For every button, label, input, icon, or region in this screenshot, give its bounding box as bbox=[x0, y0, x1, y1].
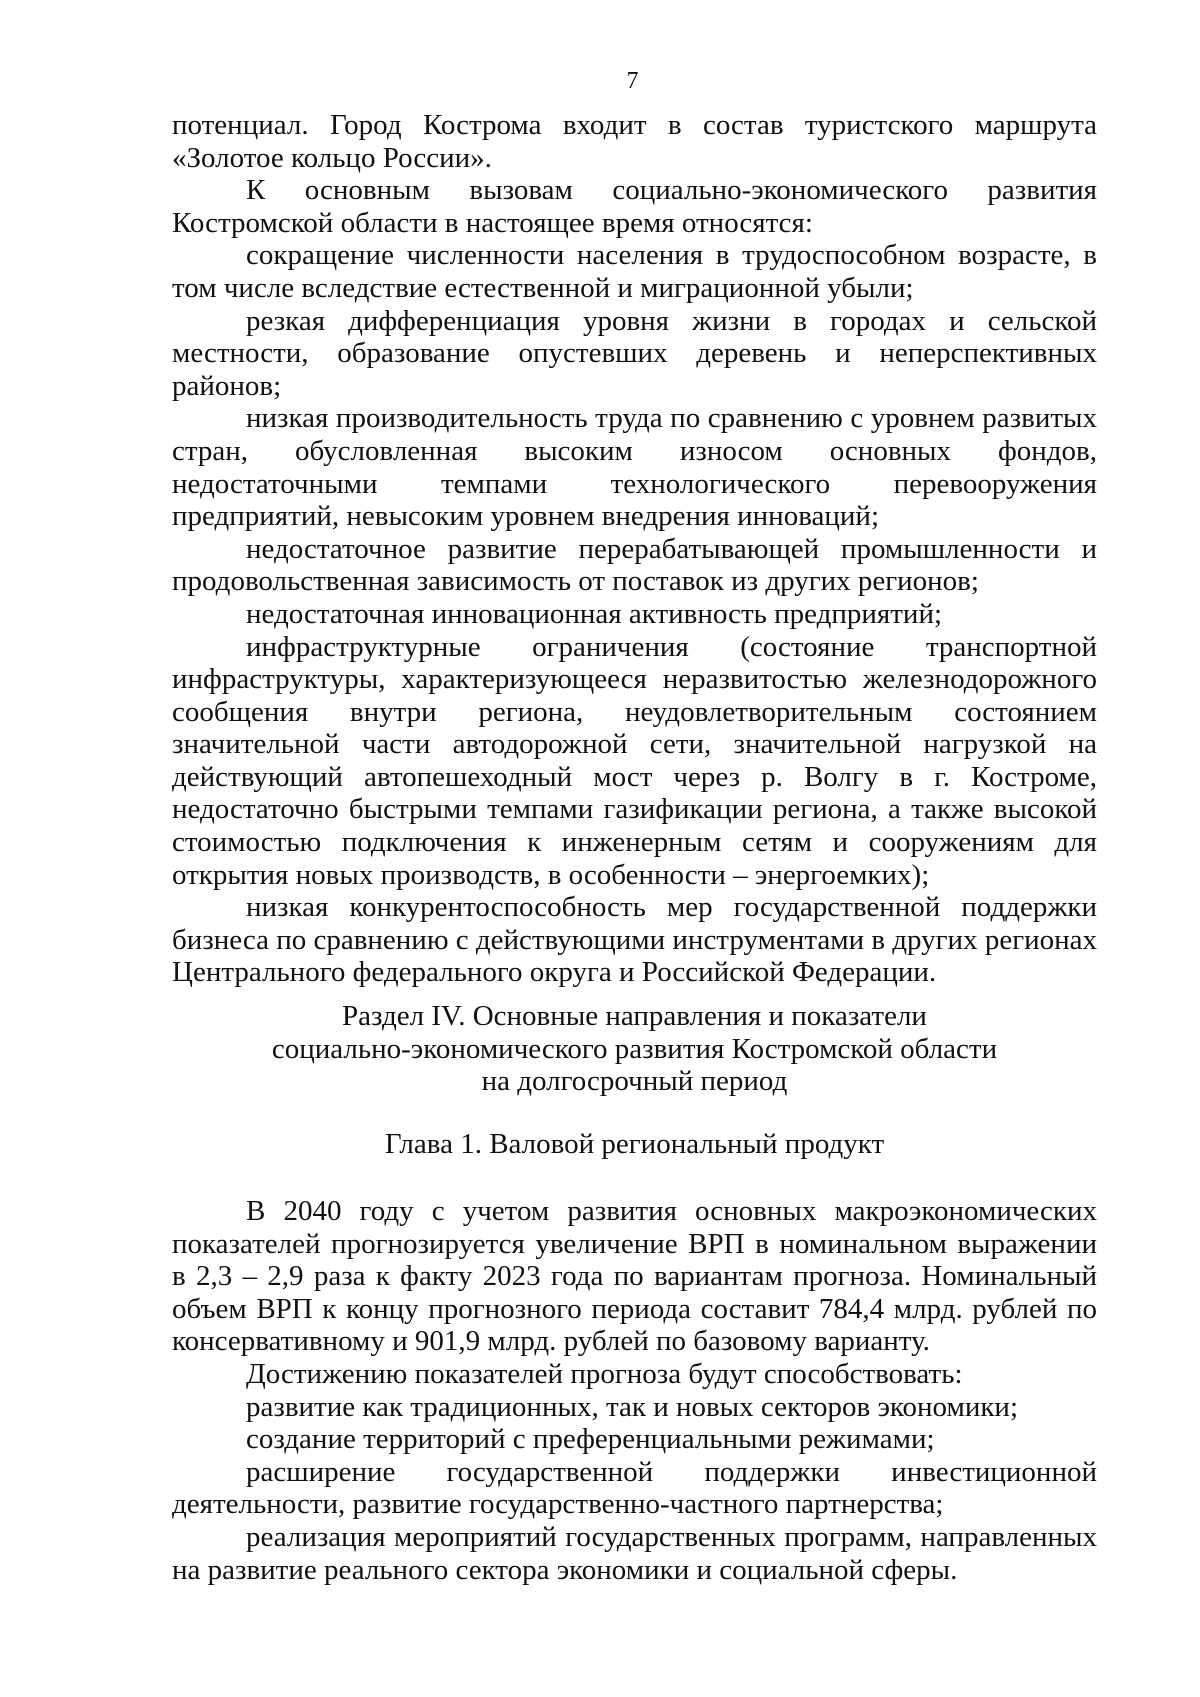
list-item: развитие как традиционных, так и новых секторов экономики; bbox=[246, 1390, 1019, 1423]
list-item: низкая производительность труда по сравнению с уровнем развитых стран, обусловленная высоким износом основных фондов, недостаточными темпами технологического перевооружения предприятий, невысоким уровнем внедрения инноваций; bbox=[172, 402, 1097, 533]
paragraph: К основным вызовам социально-экономического развития Костромской области в настоящее время относятся: bbox=[172, 174, 1097, 239]
page-number: 7 bbox=[626, 68, 639, 94]
list-item: создание территорий с преференциальными режимами; bbox=[246, 1423, 935, 1456]
section-heading-line: социально-экономического развития Костромской области bbox=[271, 1032, 998, 1065]
challenges-section bbox=[172, 109, 1097, 989]
grp-section bbox=[172, 1195, 1097, 1586]
section-heading bbox=[172, 1000, 1097, 1098]
list-item: резкая дифференциация уровня жизни в городах и сельской местности, образование опустевших деревень и неперспективных районов; bbox=[172, 304, 1097, 402]
list-item: недостаточная инновационная активность предприятий; bbox=[246, 597, 943, 630]
paragraph: потенциал. Город Кострома входит в состав туристского маршрута «Золотое кольцо России». bbox=[172, 109, 1097, 174]
list-item: сокращение численности населения в трудоспособном возрасте, в том числе вследствие естественной и миграционной убыли; bbox=[172, 239, 1097, 304]
section-heading-line: Раздел IV. Основные направления и показатели bbox=[342, 1000, 927, 1032]
list-item: расширение государственной поддержки инвестиционной деятельности, развитие государственно-частного партнерства; bbox=[172, 1455, 1097, 1521]
chapter-heading-line: Глава 1. Валовой региональный продукт bbox=[384, 1128, 885, 1160]
list-item: низкая конкурентоспособность мер государственной поддержки бизнеса по сравнению с действующими инструментами в других регионах Центрального федерального округа и Российской Федерации. bbox=[172, 891, 1097, 989]
paragraph: Достижению показателей прогноза будут способствовать: bbox=[246, 1357, 963, 1390]
section-heading-line: на долгосрочный период bbox=[481, 1065, 788, 1098]
paragraph: В 2040 году с учетом развития основных макроэкономических показателей прогнозируется увеличение ВРП в номинальном выражении в 2,3 – 2,9 раза к факту 2023 года по вариантам прогноза. Номинальный объем ВРП к концу прогнозного периода составит 784,4 млрд. рублей по консервативному и 901,9 млрд. рублей по базовому варианту. bbox=[172, 1195, 1097, 1358]
list-item: недостаточное развитие перерабатывающей промышленности и продовольственная зависимость от поставок из других регионов; bbox=[172, 532, 1097, 598]
list-item: инфраструктурные ограничения (состояние транспортной инфраструктуры, характеризующееся неразвитостью железнодорожного сообщения внутри региона, неудовлетворительным состоянием значительной части автодорожной сети, значительной нагрузкой на действующий автопешеходный мост через р. Волгу в г. Костроме, недостаточно быстрыми темпами газификации региона, а также высокой стоимостью подключения к инженерным сетям и сооружениям для открытия новых производств, в особенности – энергоемких); bbox=[172, 630, 1097, 891]
list-item: реализация мероприятий государственных программ, направленных на развитие реального сектора экономики и социальной сферы. bbox=[172, 1520, 1097, 1586]
chapter-heading bbox=[172, 1128, 1097, 1161]
